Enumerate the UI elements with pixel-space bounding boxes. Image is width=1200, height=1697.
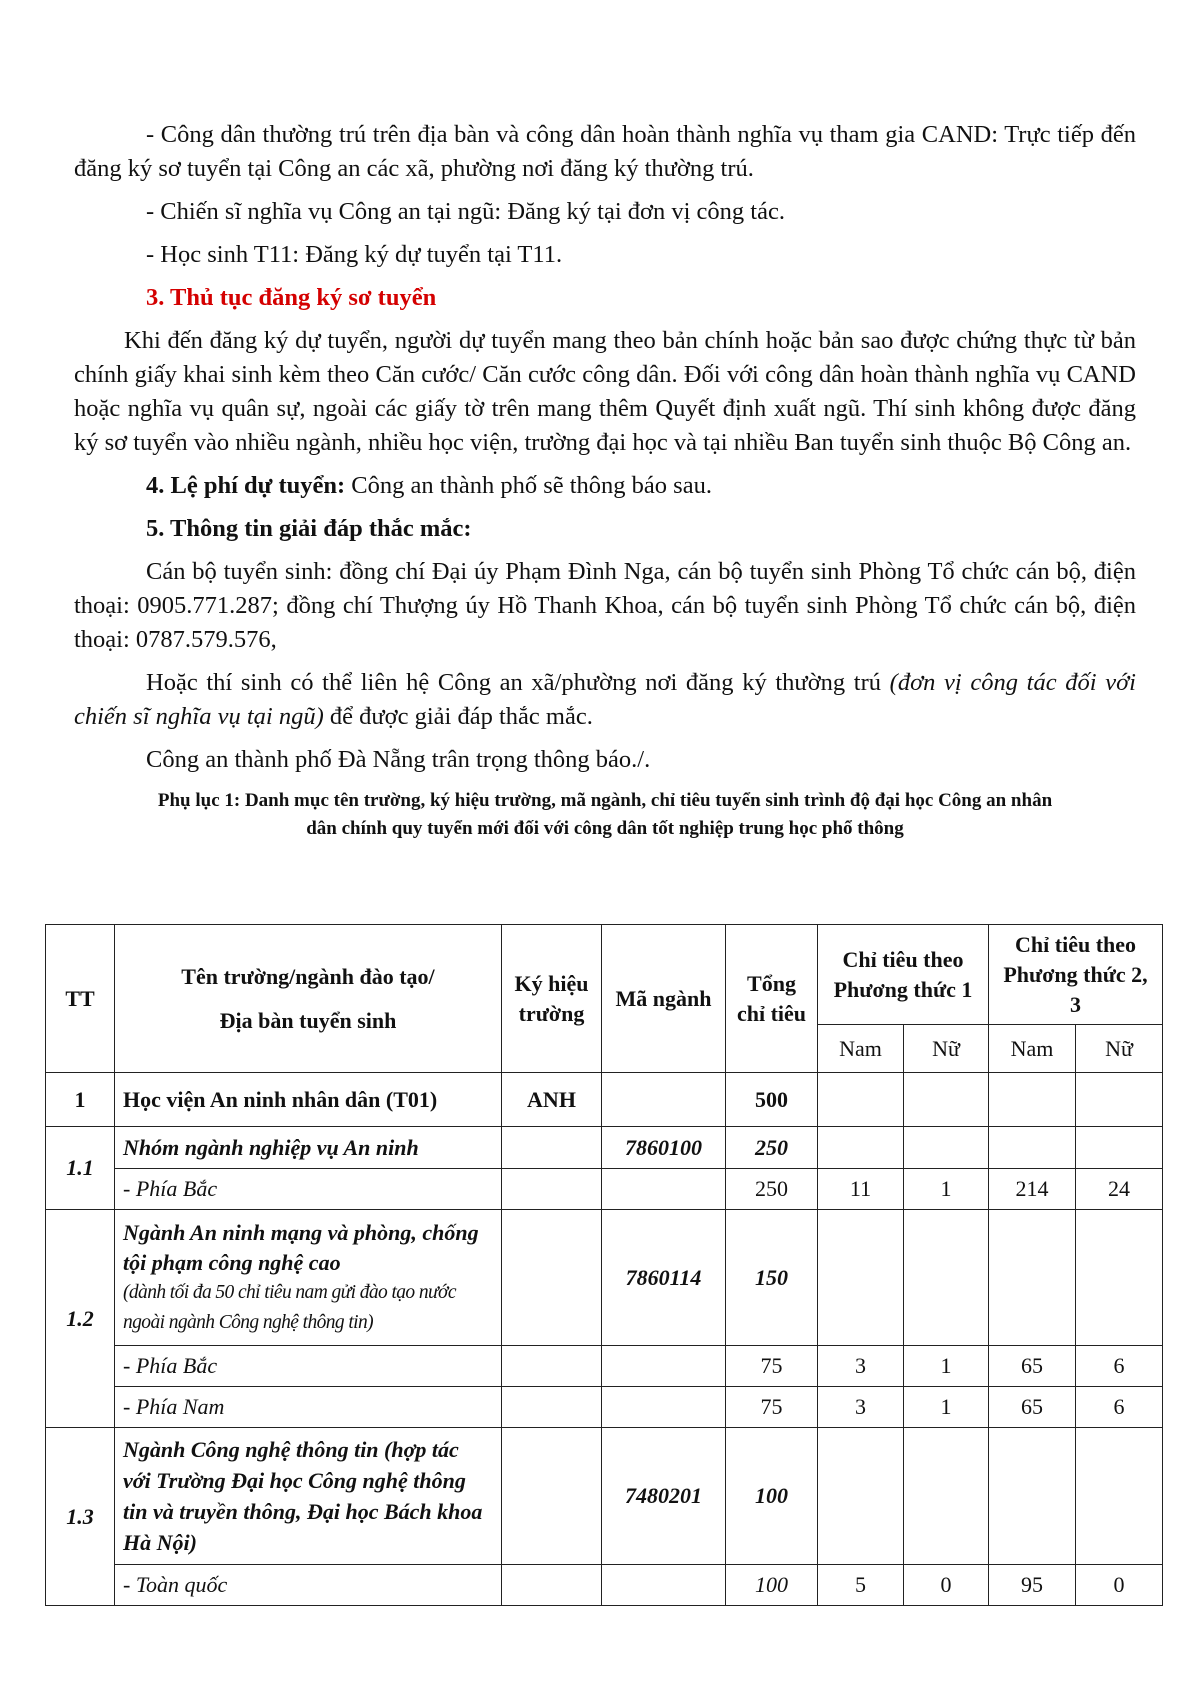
header-name-line2: Địa bàn tuyển sinh — [219, 1007, 397, 1033]
header-nam-1: Nam — [818, 1025, 904, 1073]
contact-text-italic: (đơn vị công tác đối với chiến sĩ nghĩa vụ tại ngũ) — [74, 669, 1136, 730]
heading-fee: 4. Lệ phí dự tuyển: — [146, 472, 346, 499]
header-ma-nganh: Mã ngành — [602, 925, 726, 1073]
admission-quota-table — [45, 924, 1163, 1606]
table-row — [46, 1127, 1163, 1169]
header-method-1: Chỉ tiêu theo Phương thức 1 — [818, 925, 989, 1025]
contact-text-end: để được giải đáp thắc mắc. — [323, 703, 593, 730]
cell-nam-2: 95 — [989, 1565, 1076, 1606]
paragraph-resident-registration: - Công dân thường trú trên địa bàn và công dân hoàn thành nghĩa vụ tham gia CAND: Trực tiếp đến đăng ký sơ tuyển tại Công an các xã, phường nơi đăng ký thường trú. — [74, 121, 1136, 182]
header-nu-1: Nữ — [904, 1025, 989, 1073]
cell-nu-1: 1 — [904, 1346, 989, 1387]
cell-nam-2: 65 — [989, 1387, 1076, 1428]
cell-nam-2: 65 — [989, 1346, 1076, 1387]
appendix-caption-line2: dân chính quy tuyển mới đối với công dân tốt nghiệp trung học phổ thông — [306, 818, 904, 839]
cell-name: Nhóm ngành nghiệp vụ An ninh — [115, 1127, 502, 1169]
paragraph-closing: Công an thành phố Đà Nẵng trân trọng thông báo./. — [146, 746, 651, 773]
table-row — [46, 1346, 1163, 1387]
cell-nu-2: 24 — [1076, 1169, 1163, 1210]
heading-registration-procedure: 3. Thủ tục đăng ký sơ tuyển — [146, 284, 437, 311]
header-tong: Tổng chỉ tiêu — [726, 925, 818, 1073]
cell-ma-nganh: 7860100 — [602, 1127, 726, 1169]
table-row — [46, 1169, 1163, 1210]
paragraph-soldier-registration: - Chiến sĩ nghĩa vụ Công an tại ngũ: Đăng ký tại đơn vị công tác. — [146, 198, 785, 225]
cell-tong: 250 — [726, 1169, 818, 1210]
cell-name-note: (dành tối đa 50 chỉ tiêu nam gửi đào tạo nước ngoài ngành Công nghệ thông tin) — [123, 1281, 456, 1333]
table-row — [46, 1073, 1163, 1127]
header-nu-2: Nữ — [1076, 1025, 1163, 1073]
cell-name-text: Ngành An ninh mạng và phòng, chống tội phạm công nghệ cao — [123, 1219, 479, 1275]
cell-name: - Toàn quốc — [115, 1565, 502, 1606]
appendix-caption-line1: Phụ lục 1: Danh mục tên trường, ký hiệu trường, mã ngành, chỉ tiêu tuyển sinh trình độ đại học Công an nhân — [157, 790, 1053, 811]
table-row — [46, 1565, 1163, 1606]
cell-nu-2: 6 — [1076, 1346, 1163, 1387]
cell-tong: 250 — [726, 1127, 818, 1169]
cell-nam-1: 5 — [818, 1565, 904, 1606]
table-header-row — [46, 925, 1163, 1025]
cell-tong: 75 — [726, 1346, 818, 1387]
cell-kyhieu: ANH — [502, 1073, 602, 1127]
appendix-caption — [74, 787, 1136, 843]
table-row — [46, 1387, 1163, 1428]
cell-name — [115, 1210, 502, 1346]
cell-nu-1: 0 — [904, 1565, 989, 1606]
cell-nu-1: 1 — [904, 1387, 989, 1428]
cell-tt: 1.1 — [46, 1127, 115, 1210]
cell-tt: 1 — [46, 1073, 115, 1127]
cell-nam-1: 3 — [818, 1346, 904, 1387]
cell-tt: 1.3 — [46, 1428, 115, 1606]
cell-tong: 500 — [726, 1073, 818, 1127]
document-body — [74, 118, 1136, 843]
cell-name: Học viện An ninh nhân dân (T01) — [115, 1073, 502, 1127]
cell-tong: 150 — [726, 1210, 818, 1346]
cell-name: Ngành Công nghệ thông tin (hợp tác với Trường Đại học Công nghệ thông tin và truyền thông, Đại học Bách khoa Hà Nội) — [115, 1428, 502, 1565]
header-kyhieu: Ký hiệu trường — [502, 925, 602, 1073]
cell-tong: 100 — [726, 1428, 818, 1565]
header-name — [115, 925, 502, 1073]
cell-name: - Phía Bắc — [115, 1169, 502, 1210]
cell-ma-nganh: 7480201 — [602, 1428, 726, 1565]
paragraph-contact-officers: Cán bộ tuyển sinh: đồng chí Đại úy Phạm Đình Nga, cán bộ tuyển sinh Phòng Tổ chức cán bộ, điện thoại: 0905.771.287; đồng chí Thượng úy Hồ Thanh Khoa, cán bộ tuyển sinh Phòng Tổ chức cán bộ, điện thoại: 0787.579.576, — [74, 558, 1136, 653]
cell-tong: 100 — [726, 1565, 818, 1606]
paragraph-fee — [74, 469, 1136, 503]
header-nam-2: Nam — [989, 1025, 1076, 1073]
paragraph-student-registration: - Học sinh T11: Đăng ký dự tuyển tại T11. — [146, 241, 563, 268]
table-row — [46, 1210, 1163, 1346]
header-name-line1: Tên trường/ngành đào tạo/ — [181, 963, 435, 989]
cell-nam-1: 11 — [818, 1169, 904, 1210]
cell-name: - Phía Bắc — [115, 1346, 502, 1387]
cell-name: - Phía Nam — [115, 1387, 502, 1428]
paragraph-procedure-details: Khi đến đăng ký dự tuyển, người dự tuyển mang theo bản chính hoặc bản sao được chứng thực từ bản chính giấy khai sinh kèm theo Căn cước/ Căn cước công dân. Đối với công dân hoàn thành nghĩa vụ CAND hoặc nghĩa vụ quân sự, ngoài các giấy tờ trên mang thêm Quyết định xuất ngũ. Thí sinh không được đăng ký sơ tuyển vào nhiều ngành, nhiều học viện, trường đại học và tại nhiều Ban tuyển sinh thuộc Bộ Công an. — [74, 327, 1136, 456]
header-method-23: Chỉ tiêu theo Phương thức 2, 3 — [989, 925, 1163, 1025]
cell-tt: 1.2 — [46, 1210, 115, 1428]
paragraph-alternative-contact — [74, 666, 1136, 734]
header-tt: TT — [46, 925, 115, 1073]
cell-nu-1: 1 — [904, 1169, 989, 1210]
cell-tong: 75 — [726, 1387, 818, 1428]
table-row — [46, 1428, 1163, 1565]
cell-nam-1: 3 — [818, 1387, 904, 1428]
cell-ma-nganh: 7860114 — [602, 1210, 726, 1346]
cell-nu-2: 6 — [1076, 1387, 1163, 1428]
contact-text-start: Hoặc thí sinh có thể liên hệ Công an xã/phường nơi đăng ký thường trú — [146, 669, 890, 696]
heading-contact-info: 5. Thông tin giải đáp thắc mắc: — [146, 515, 472, 542]
cell-nu-2: 0 — [1076, 1565, 1163, 1606]
fee-text: Công an thành phố sẽ thông báo sau. — [345, 472, 712, 499]
cell-nam-2: 214 — [989, 1169, 1076, 1210]
